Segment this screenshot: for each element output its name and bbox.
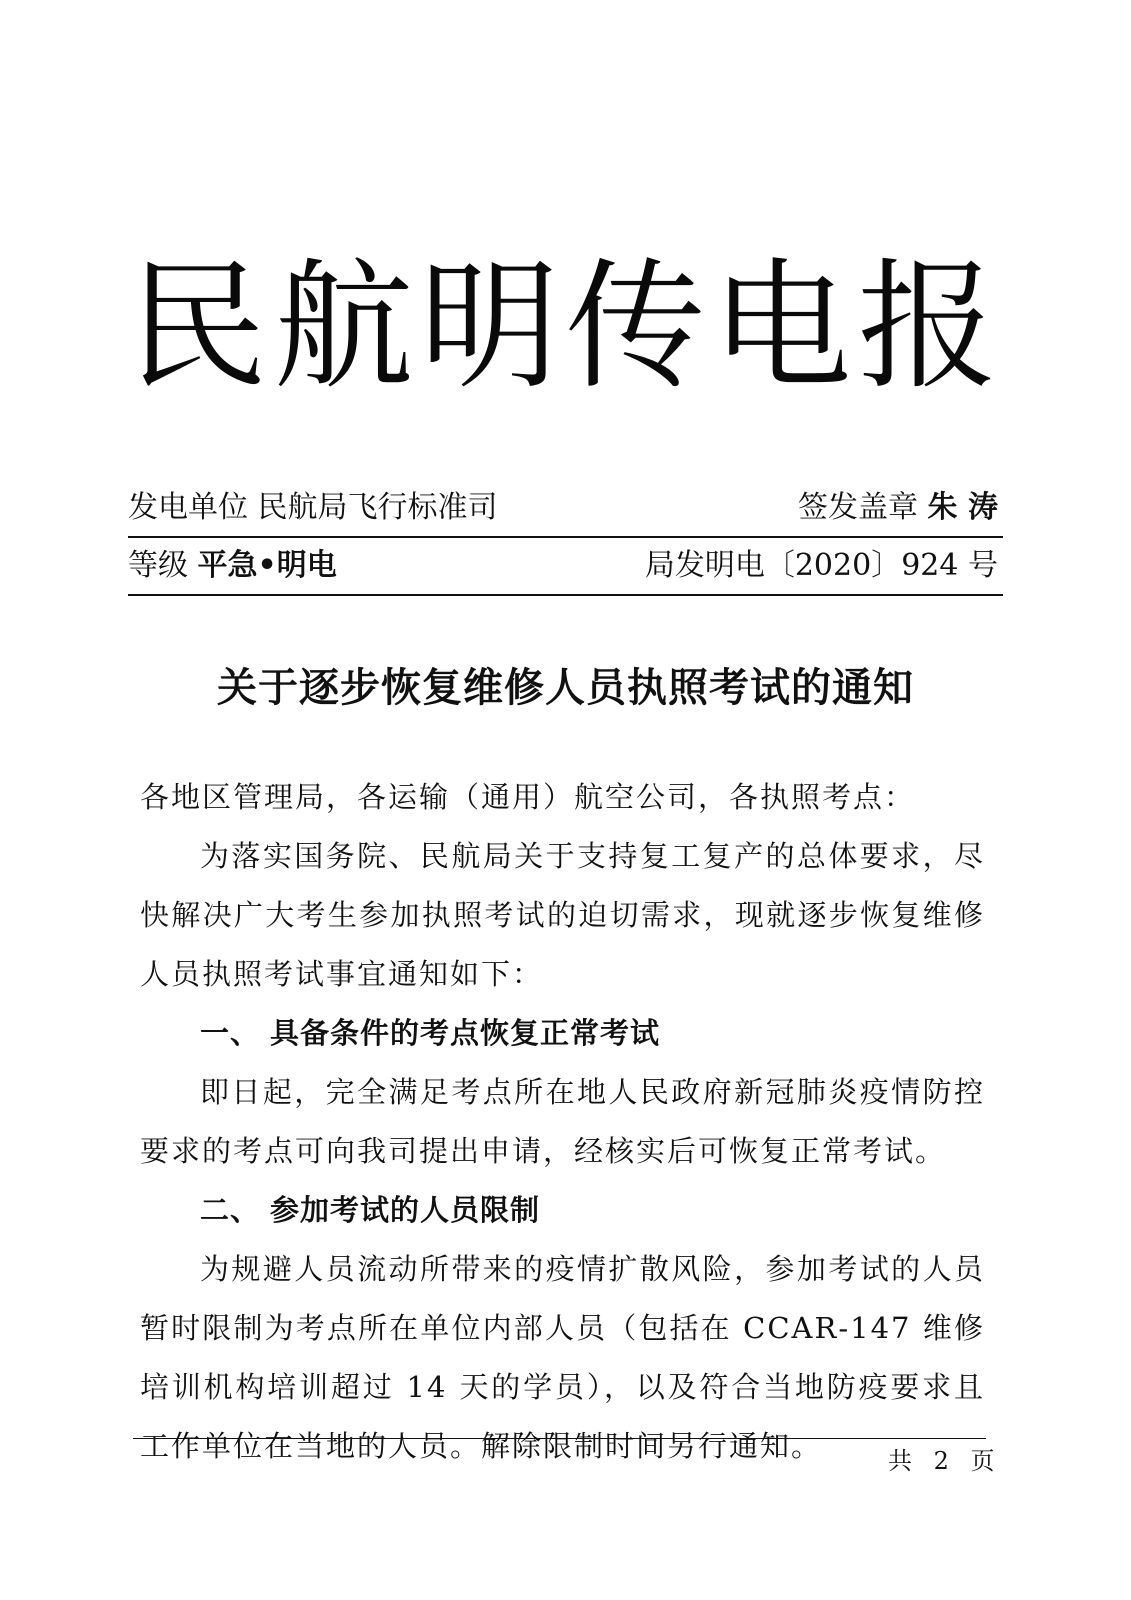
section-paragraph-1: 即日起，完全满足考点所在地人民政府新冠肺炎疫情防控要求的考点可向我司提出申请，经核实后可恢复正常考试。 [140, 1075, 985, 1168]
grade-value: 平急•明电 [197, 548, 337, 583]
grade-label: 等级 [128, 548, 188, 583]
section-heading-text: 参加考试的人员限制 [270, 1193, 541, 1227]
notice-body [140, 768, 985, 1476]
sender-value: 民航局飞行标准司 [257, 490, 498, 525]
header-divider [128, 536, 1003, 538]
signer-value: 朱 涛 [927, 490, 998, 525]
section-heading-1 [140, 1004, 985, 1063]
section-number: 二、 [200, 1193, 261, 1227]
grade-field [128, 546, 337, 586]
masthead-title: 民航明传电报 [127, 246, 1004, 409]
intro-paragraph: 为落实国务院、民航局关于支持复工复产的总体要求，尽快解决广大考生参加执照考试的迫切需求，现就逐步恢复维修人员执照考试事宜通知如下： [140, 839, 985, 991]
header-divider-bottom [128, 594, 1003, 596]
sender-field [128, 488, 498, 528]
salutation: 各地区管理局，各运输（通用）航空公司，各执照考点： [140, 780, 916, 814]
signer-label: 签发盖章 [798, 490, 918, 525]
section-number: 一、 [200, 1016, 261, 1050]
notice-title: 关于逐步恢复维修人员执照考试的通知 [217, 664, 914, 711]
page-count: 共 2 页 [888, 1447, 997, 1475]
header-row-grade [128, 546, 998, 586]
section-heading-text: 具备条件的考点恢复正常考试 [270, 1016, 661, 1050]
header-row-sender [128, 488, 998, 528]
signer-field [798, 488, 998, 528]
section-heading-2 [140, 1181, 985, 1240]
sender-label: 发电单位 [128, 490, 248, 525]
section-paragraph-2: 为规避人员流动所带来的疫情扩散风险，参加考试的人员暂时限制为考点所在单位内部人员（包括在 CCAR-147 维修培训机构培训超过 14 天的学员），以及符合当地防疫要求且工作单位在当地的人员。解除限制时间另行通知。 [140, 1252, 985, 1463]
doc-number: 局发明电〔2020〕924 号 [644, 548, 998, 583]
footer-divider [133, 1438, 986, 1439]
